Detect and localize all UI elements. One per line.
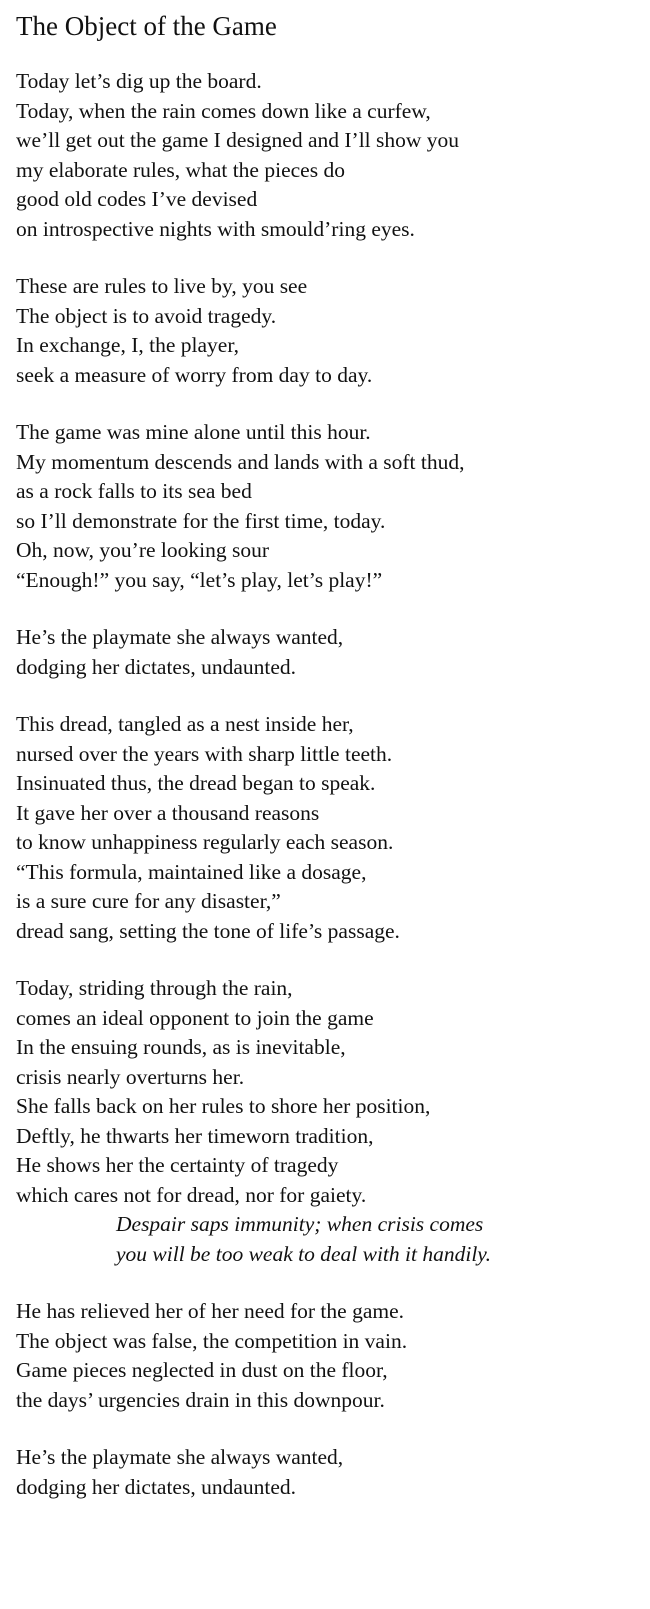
poem-line: The object is to avoid tragedy. (16, 303, 277, 328)
poem-line: comes an ideal opponent to join the game (16, 1005, 374, 1030)
poem-title: The Object of the Game (16, 11, 277, 41)
poem-line: He has relieved her of her need for the game. (16, 1299, 405, 1323)
stanza (16, 710, 636, 946)
stanza (16, 1297, 636, 1415)
poem-line: It gave her over a thousand reasons (16, 800, 320, 825)
poem-line: good old codes I’ve devised (16, 187, 258, 211)
poem-line: My momentum descends and lands with a soft thud, (16, 449, 465, 474)
stanza (16, 272, 636, 390)
stanza (16, 67, 636, 244)
poem-line: The game was mine alone until this hour. (16, 420, 371, 444)
poem-line: my elaborate rules, what the pieces do (16, 157, 345, 182)
poem-line: She falls back on her rules to shore her position, (16, 1094, 431, 1118)
stanza (16, 623, 636, 682)
poem-line: In exchange, I, the player, (16, 333, 239, 357)
poem-line: He’s the playmate she always wanted, (16, 625, 344, 649)
poem-line: which cares not for dread, nor for gaiety. (16, 1182, 367, 1207)
poem-line: nursed over the years with sharp little teeth. (16, 741, 393, 766)
poem-line: the days’ urgencies drain in this downpour. (16, 1387, 385, 1412)
poem-line: He shows her the certainty of tragedy (16, 1153, 339, 1177)
poem-page (16, 8, 636, 1530)
poem-line: so I’ll demonstrate for the first time, today. (16, 508, 386, 533)
poem-line-italic: Despair saps immunity; when crisis comes (116, 1212, 484, 1236)
poem-line-italic: you will be too weak to deal with it handily. (116, 1241, 492, 1266)
poem-line: He’s the playmate she always wanted, (16, 1445, 344, 1469)
poem-line: “Enough!” you say, “let’s play, let’s play!” (16, 567, 383, 592)
poem-line: Insinuated thus, the dread began to speak. (16, 771, 376, 795)
poem-line: to know unhappiness regularly each season. (16, 830, 394, 854)
poem-body (16, 67, 636, 1502)
poem-line: This dread, tangled as a nest inside her, (16, 712, 354, 736)
poem-line: “This formula, maintained like a dosage, (16, 859, 367, 884)
poem-line: we’ll get out the game I designed and I’ll show you (16, 128, 460, 152)
poem-line: Game pieces neglected in dust on the floor, (16, 1358, 388, 1382)
poem-line: dodging her dictates, undaunted. (16, 654, 297, 679)
stanza (16, 974, 636, 1269)
poem-line: crisis nearly overturns her. (16, 1064, 245, 1089)
poem-line: These are rules to live by, you see (16, 274, 308, 298)
poem-line: Oh, now, you’re looking sour (16, 538, 269, 562)
poem-line: dread sang, setting the tone of life’s passage. (16, 918, 400, 943)
poem-line: is a sure cure for any disaster,” (16, 889, 281, 913)
poem-line: Today, striding through the rain, (16, 976, 293, 1000)
poem-line: Deftly, he thwarts her timeworn tradition, (16, 1123, 374, 1148)
stanza (16, 418, 636, 595)
poem-line: In the ensuing rounds, as is inevitable, (16, 1035, 346, 1059)
poem-line: seek a measure of worry from day to day. (16, 362, 373, 387)
poem-line: The object was false, the competition in vain. (16, 1328, 408, 1353)
poem-line: dodging her dictates, undaunted. (16, 1474, 297, 1499)
stanza (16, 1443, 636, 1502)
poem-line: as a rock falls to its sea bed (16, 479, 252, 503)
poem-line: Today, when the rain comes down like a curfew, (16, 98, 431, 123)
poem-line: on introspective nights with smould’ring eyes. (16, 216, 415, 241)
poem-line: Today let’s dig up the board. (16, 69, 262, 93)
